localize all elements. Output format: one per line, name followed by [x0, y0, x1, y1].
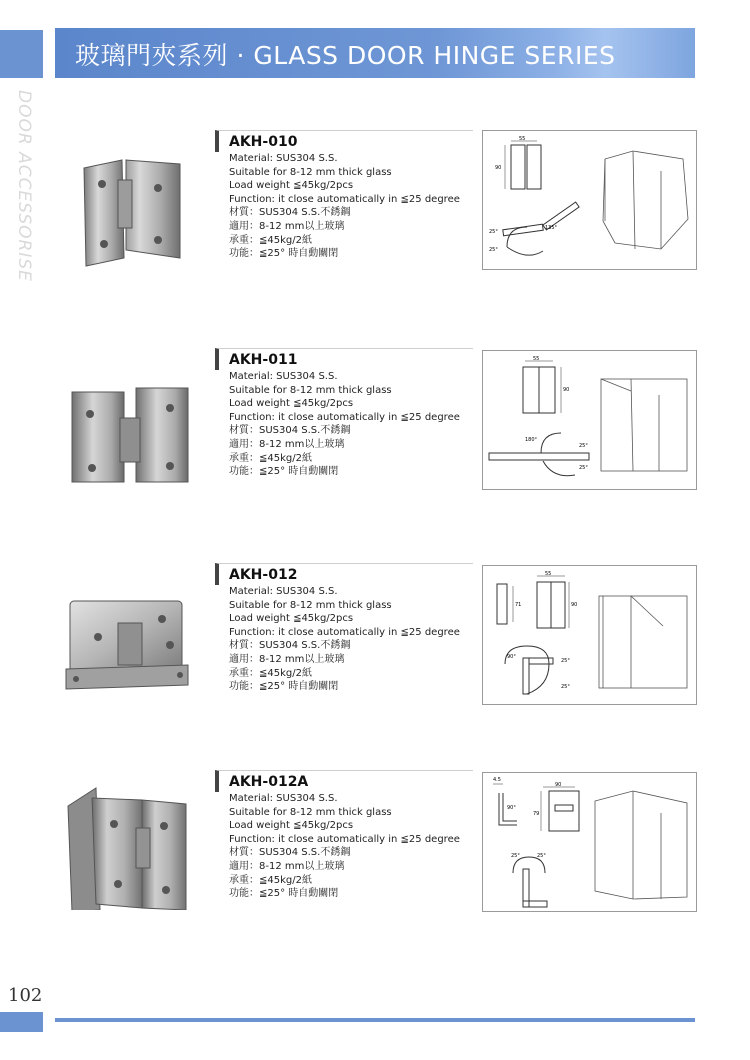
dim-angle-open: 135°: [545, 225, 558, 231]
spec-material-cn: 材質：SUS304 S.S.不銹鋼: [229, 425, 351, 437]
spec-load-cn: 承重：≦45kg/2紙: [229, 667, 312, 679]
dim-angle-b: 25°: [489, 247, 498, 253]
product-info: [215, 563, 473, 694]
dim-height: 90: [571, 602, 578, 608]
code-bar: [215, 770, 473, 792]
spec-function: Function: it close automatically in ≦25 degree: [229, 833, 460, 845]
product-akh-012: [0, 563, 750, 763]
spec-function-cn: 功能：≦25° 時自動關閉: [229, 248, 339, 260]
dim-angle-open: 90°: [507, 654, 516, 660]
spec-function-cn: 功能：≦25° 時自動關閉: [229, 681, 339, 693]
footer-rule: [55, 1018, 695, 1022]
hinge-photo: [62, 358, 192, 488]
code-bar: [215, 348, 473, 370]
spec-glass-cn: 適用：8-12 mm以上玻璃: [229, 653, 345, 665]
product-code: AKH-011: [229, 352, 298, 368]
dim-angle-a: 25°: [561, 658, 570, 664]
code-bar: [215, 563, 473, 585]
spec-function-cn: 功能：≦25° 時自動關閉: [229, 888, 339, 900]
spec-function-cn: 功能：≦25° 時自動關閉: [229, 466, 339, 478]
product-info: [215, 130, 473, 261]
footer-edge-tab: [0, 1012, 43, 1032]
hinge-photo: [62, 780, 192, 910]
spec-glass: Suitable for 8-12 mm thick glass: [229, 599, 392, 611]
dim-angle-a: 25°: [489, 229, 498, 235]
dim-height: 79: [533, 811, 540, 817]
product-code: AKH-012: [229, 567, 298, 583]
hinge-photo: [62, 573, 192, 703]
dim-angle-a: 25°: [511, 853, 520, 859]
technical-diagram: [482, 350, 697, 490]
code-bar: [215, 130, 473, 152]
spec-glass: Suitable for 8-12 mm thick glass: [229, 166, 392, 178]
side-section-label: DOOR ACCESSORISE: [14, 90, 34, 282]
spec-glass-cn: 適用：8-12 mm以上玻璃: [229, 220, 345, 232]
header-bar: [55, 28, 695, 78]
spec-load-cn: 承重：≦45kg/2紙: [229, 234, 312, 246]
dim-angle-open: 90°: [507, 805, 516, 811]
spec-load: Load weight ≦45kg/2pcs: [229, 613, 354, 625]
dim-width: 90: [555, 782, 562, 788]
product-code: AKH-010: [229, 134, 298, 150]
spec-load: Load weight ≦45kg/2pcs: [229, 180, 354, 192]
page-number: 102: [8, 985, 43, 1006]
product-info: [215, 348, 473, 479]
dim-angle-b: 25°: [537, 853, 546, 859]
spec-material: Material: SUS304 S.S.: [229, 153, 338, 164]
spec-load: Load weight ≦45kg/2pcs: [229, 398, 354, 410]
technical-diagram: [482, 772, 697, 912]
dim-angle-open: 180°: [525, 437, 538, 443]
dim-width: 55: [519, 136, 526, 142]
dim-angle-b: 25°: [561, 684, 570, 690]
spec-material: Material: SUS304 S.S.: [229, 586, 338, 597]
dim-width: 55: [545, 571, 552, 577]
product-akh-012a: [0, 770, 750, 970]
spec-material: Material: SUS304 S.S.: [229, 793, 338, 804]
dim-height: 90: [495, 165, 502, 171]
technical-diagram: [482, 565, 697, 705]
technical-diagram: [482, 130, 697, 270]
dim-depth: 71: [515, 602, 522, 608]
hinge-photo: [62, 140, 192, 270]
spec-material-cn: 材質：SUS304 S.S.不銹鋼: [229, 207, 351, 219]
spec-load-cn: 承重：≦45kg/2紙: [229, 874, 312, 886]
spec-material-cn: 材質：SUS304 S.S.不銹鋼: [229, 847, 351, 859]
page-title: 玻璃門夾系列 · GLASS DOOR HINGE SERIES: [75, 41, 616, 70]
spec-glass: Suitable for 8-12 mm thick glass: [229, 384, 392, 396]
spec-material: Material: SUS304 S.S.: [229, 371, 338, 382]
product-code: AKH-012A: [229, 774, 309, 790]
spec-glass: Suitable for 8-12 mm thick glass: [229, 806, 392, 818]
dim-width: 55: [533, 356, 540, 362]
dim-angle-b: 25°: [579, 465, 588, 471]
spec-function: Function: it close automatically in ≦25 degree: [229, 411, 460, 423]
dim-height: 90: [563, 387, 570, 393]
spec-load: Load weight ≦45kg/2pcs: [229, 820, 354, 832]
spec-glass-cn: 適用：8-12 mm以上玻璃: [229, 860, 345, 872]
spec-function: Function: it close automatically in ≦25 degree: [229, 626, 460, 638]
spec-load-cn: 承重：≦45kg/2紙: [229, 452, 312, 464]
product-akh-011: [0, 348, 750, 548]
spec-glass-cn: 適用：8-12 mm以上玻璃: [229, 438, 345, 450]
dim-thickness: 4.5: [493, 777, 501, 783]
spec-material-cn: 材質：SUS304 S.S.不銹鋼: [229, 640, 351, 652]
product-akh-010: [0, 130, 750, 330]
header-edge-tab: [0, 30, 43, 78]
dim-angle-a: 25°: [579, 443, 588, 449]
spec-function: Function: it close automatically in ≦25 degree: [229, 193, 460, 205]
product-info: [215, 770, 473, 901]
